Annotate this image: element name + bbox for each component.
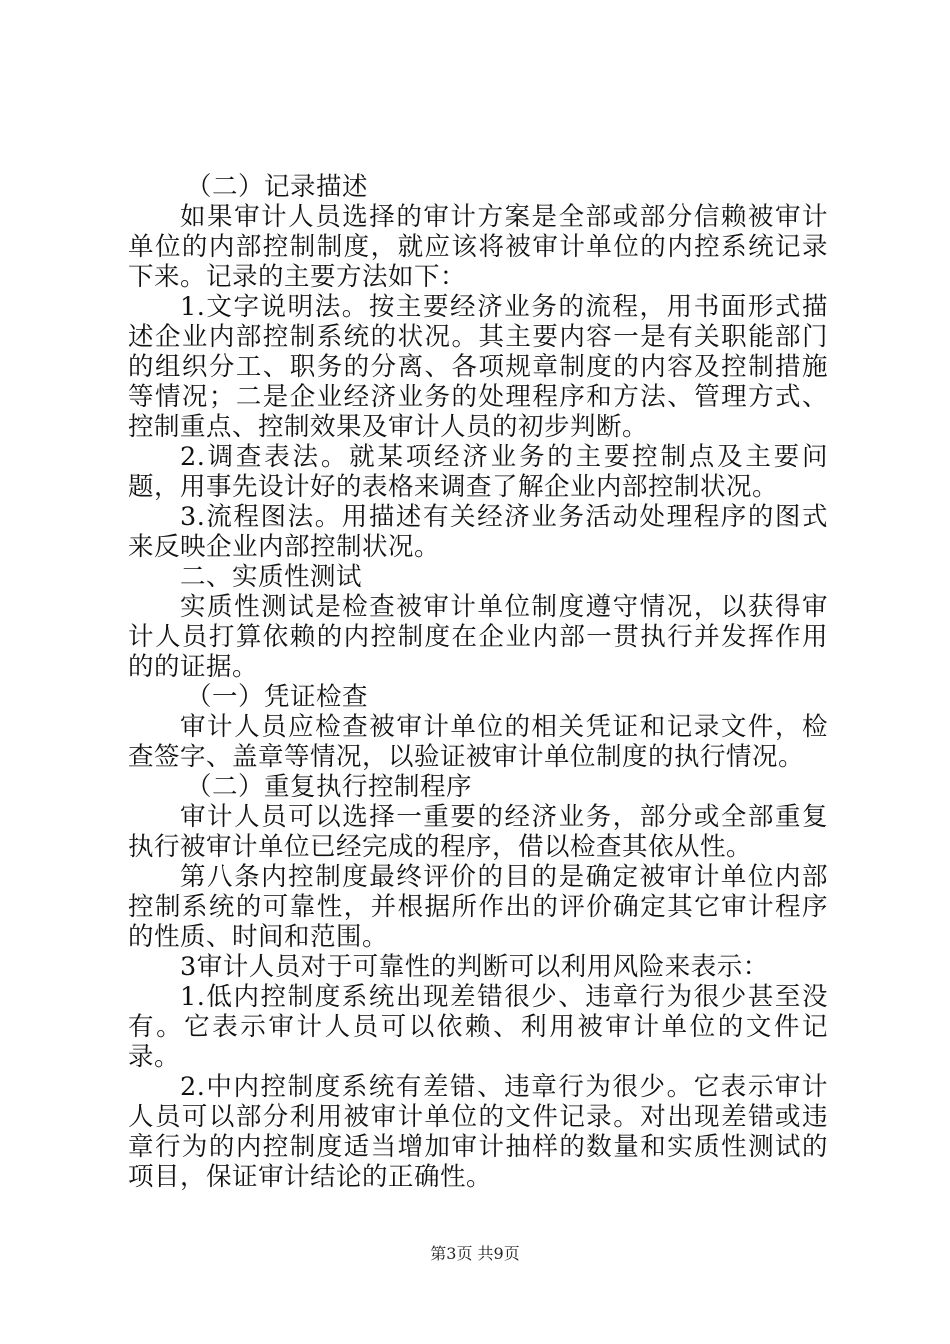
paragraph-text-method: 1.文字说明法。按主要经济业务的流程，用书面形式描述企业内部控制系统的状况。其主要内容一是有关职能部门的组织分工、职务的分离、各项规章制度的内容及控制措施等情况；二是企业经济业务的处理程序和方法、管理方式、控制重点、控制效果及审计人员的初步判断。 <box>128 292 828 442</box>
paragraph-medium-risk: 2.中内控制度系统有差错、违章行为很少。它表示审计人员可以部分利用被审计单位的文件记录。对出现差错或违章行为的内控制度适当增加审计抽样的数量和实质性测试的项目，保证审计结论的正确性。 <box>128 1072 828 1192</box>
section-heading-substantive-test: 二、实质性测试 <box>180 562 363 592</box>
paragraph-voucher-check: 审计人员应检查被审计单位的相关凭证和记录文件，检查签字、盖章等情况，以验证被审计单位制度的执行情况。 <box>128 712 828 772</box>
paragraph-low-risk: 1.低内控制度系统出现差错很少、违章行为很少甚至没有。它表示审计人员可以依赖、利用被审计单位的文件记录。 <box>128 982 828 1072</box>
paragraph-article-eight: 第八条内控制度最终评价的目的是确定被审计单位内部控制系统的可靠性，并根据所作出的评价确定其它审计程序的性质、时间和范围。 <box>128 862 828 952</box>
page-number-label: 第3页 共9页 <box>430 1244 520 1263</box>
paragraph-intro: 如果审计人员选择的审计方案是全部或部分信赖被审计单位的内部控制制度，就应该将被审计单位的内控系统记录下来。记录的主要方法如下： <box>128 202 828 292</box>
paragraph-reliability-risk: 3审计人员对于可靠性的判断可以利用风险来表示： <box>180 952 769 982</box>
section-heading-record-description: （二）记录描述 <box>186 172 369 202</box>
section-heading-voucher-check: （一）凭证检查 <box>186 682 369 712</box>
paragraph-repeat-procedure: 审计人员可以选择一重要的经济业务，部分或全部重复执行被审计单位已经完成的程序，借以检查其依从性。 <box>128 802 828 862</box>
paragraph-flowchart-method: 3.流程图法。用描述有关经济业务活动处理程序的图式来反映企业内部控制状况。 <box>128 502 828 562</box>
document-body <box>128 172 828 1192</box>
paragraph-substantive-test: 实质性测试是检查被审计单位制度遵守情况，以获得审计人员打算依赖的内控制度在企业内部一贯执行并发挥作用的的证据。 <box>128 592 828 682</box>
paragraph-survey-method: 2.调查表法。就某项经济业务的主要控制点及主要问题，用事先设计好的表格来调查了解企业内部控制状况。 <box>128 442 828 502</box>
section-heading-repeat-procedure: （二）重复执行控制程序 <box>186 772 473 802</box>
page-footer <box>0 1244 950 1264</box>
